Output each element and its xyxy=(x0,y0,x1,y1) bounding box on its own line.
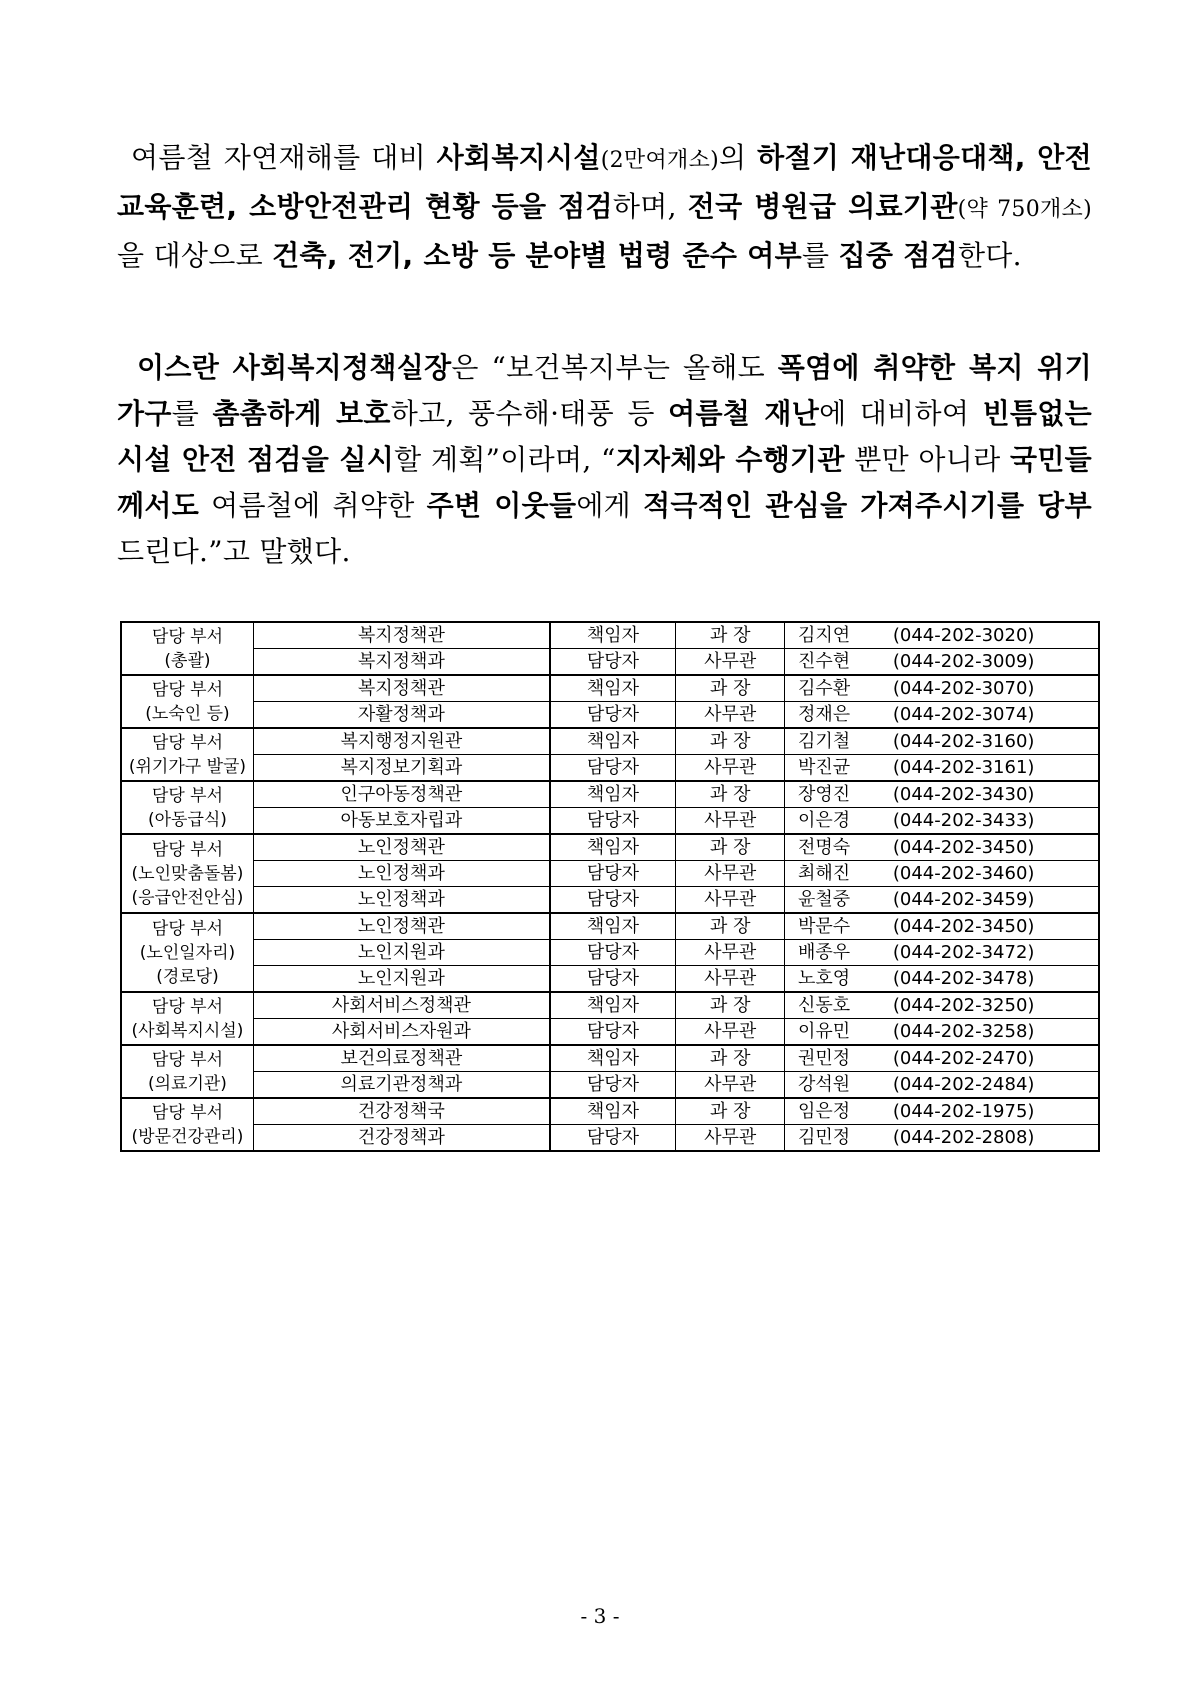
contact-table xyxy=(120,621,1100,1152)
department-label: (노숙인 등) xyxy=(145,703,230,724)
role-cell: 담당자 xyxy=(550,1072,676,1099)
phone-cell: (044-202-3450) xyxy=(863,834,1099,861)
phone-cell: (044-202-3070) xyxy=(863,675,1099,702)
phone-cell: (044-202-3160) xyxy=(863,728,1099,755)
name-cell: 이은경 xyxy=(785,808,863,835)
name-cell: 정재은 xyxy=(785,702,863,729)
emphasis-text: 폭염에 취약한 복지 위기가구 xyxy=(117,351,1092,430)
table-row xyxy=(121,861,1099,887)
department-label: (방문건강관리) xyxy=(131,1126,244,1147)
division-cell: 복지정책관 xyxy=(253,675,549,702)
table-row xyxy=(121,1019,1099,1046)
position-cell: 사무관 xyxy=(676,966,785,993)
body-text: 여름철에 취약한 xyxy=(199,489,427,522)
division-cell: 노인정책과 xyxy=(253,887,549,914)
division-cell: 복지정책과 xyxy=(253,649,549,676)
name-cell: 강석원 xyxy=(785,1072,863,1099)
name-cell: 장영진 xyxy=(785,781,863,808)
page-number: - 3 - xyxy=(580,1604,620,1628)
division-cell: 의료기관정책과 xyxy=(253,1072,549,1099)
position-cell: 과 장 xyxy=(676,781,785,808)
emphasis-text: 이스란 사회복지정책실장 xyxy=(137,351,452,384)
position-cell: 사무관 xyxy=(676,1072,785,1099)
table-row xyxy=(121,808,1099,835)
department-label: 담당 부서 xyxy=(151,732,223,753)
department-cell xyxy=(121,781,253,834)
division-cell: 사회서비스정책관 xyxy=(253,992,549,1019)
phone-cell: (044-202-1975) xyxy=(863,1098,1099,1125)
position-cell: 사무관 xyxy=(676,1019,785,1046)
department-cell xyxy=(121,1045,253,1098)
department-cell xyxy=(121,992,253,1045)
body-text: 를 xyxy=(801,239,839,272)
emphasis-text: 사회복지시설 xyxy=(436,141,601,174)
phone-cell: (044-202-2808) xyxy=(863,1125,1099,1152)
role-cell: 담당자 xyxy=(550,1019,676,1046)
department-label: 담당 부서 xyxy=(151,1049,223,1070)
table-row xyxy=(121,1072,1099,1099)
division-cell: 노인정책과 xyxy=(253,861,549,887)
position-cell: 사무관 xyxy=(676,861,785,887)
role-cell: 책임자 xyxy=(550,1098,676,1125)
name-cell: 노호영 xyxy=(785,966,863,993)
department-label: 담당 부서 xyxy=(151,996,223,1017)
position-cell: 과 장 xyxy=(676,728,785,755)
phone-cell: (044-202-3250) xyxy=(863,992,1099,1019)
table-row xyxy=(121,966,1099,993)
emphasis-text: 국민들께서도 xyxy=(117,443,1093,522)
table-row xyxy=(121,702,1099,729)
phone-cell: (044-202-3472) xyxy=(863,940,1099,966)
phone-cell: (044-202-3433) xyxy=(863,808,1099,835)
name-cell: 이유민 xyxy=(785,1019,863,1046)
body-text: 뿐만 아니라 xyxy=(844,443,1010,476)
phone-cell: (044-202-3430) xyxy=(863,781,1099,808)
role-cell: 담당자 xyxy=(550,1125,676,1152)
body-text: (2만여개소) xyxy=(600,148,720,173)
body-text: 드린다.”고 말했다. xyxy=(117,535,351,568)
department-cell xyxy=(121,622,253,675)
body-text: 하며, xyxy=(612,190,688,223)
emphasis-text: 지자체와 수행기관 xyxy=(615,443,845,476)
division-cell: 복지정책관 xyxy=(253,622,549,649)
phone-cell: (044-202-3009) xyxy=(863,649,1099,676)
department-label: (경로당) xyxy=(156,966,219,987)
table-row xyxy=(121,1098,1099,1125)
role-cell: 담당자 xyxy=(550,861,676,887)
emphasis-text: 주변 이웃들 xyxy=(426,489,577,522)
position-cell: 사무관 xyxy=(676,702,785,729)
table-row xyxy=(121,913,1099,940)
role-cell: 책임자 xyxy=(550,728,676,755)
phone-cell: (044-202-3161) xyxy=(863,755,1099,782)
table-row xyxy=(121,755,1099,782)
phone-cell: (044-202-3460) xyxy=(863,861,1099,887)
position-cell: 과 장 xyxy=(676,622,785,649)
division-cell: 복지행정지원관 xyxy=(253,728,549,755)
role-cell: 담당자 xyxy=(550,755,676,782)
division-cell: 건강정책과 xyxy=(253,1125,549,1152)
role-cell: 책임자 xyxy=(550,1045,676,1072)
table-row xyxy=(121,649,1099,676)
emphasis-text: 전국 병원급 의료기관 xyxy=(687,190,958,223)
position-cell: 사무관 xyxy=(676,808,785,835)
name-cell: 최해진 xyxy=(785,861,863,887)
emphasis-text: 적극적인 관심을 가져주시기를 당부 xyxy=(643,489,1093,522)
division-cell: 보건의료정책관 xyxy=(253,1045,549,1072)
department-label: 담당 부서 xyxy=(151,785,223,806)
role-cell: 책임자 xyxy=(550,992,676,1019)
role-cell: 책임자 xyxy=(550,622,676,649)
position-cell: 사무관 xyxy=(676,649,785,676)
position-cell: 사무관 xyxy=(676,887,785,914)
body-text: 한다. xyxy=(957,239,1022,272)
role-cell: 담당자 xyxy=(550,940,676,966)
position-cell: 과 장 xyxy=(676,1098,785,1125)
role-cell: 담당자 xyxy=(550,808,676,835)
department-label: 담당 부서 xyxy=(151,1102,223,1123)
position-cell: 사무관 xyxy=(676,1125,785,1152)
table-row xyxy=(121,992,1099,1019)
position-cell: 과 장 xyxy=(676,992,785,1019)
table-row xyxy=(121,1045,1099,1072)
name-cell: 김기철 xyxy=(785,728,863,755)
name-cell: 윤철중 xyxy=(785,887,863,914)
department-cell xyxy=(121,728,253,781)
phone-cell: (044-202-3258) xyxy=(863,1019,1099,1046)
division-cell: 사회서비스자원과 xyxy=(253,1019,549,1046)
phone-cell: (044-202-3074) xyxy=(863,702,1099,729)
position-cell: 과 장 xyxy=(676,913,785,940)
department-label: (의료기관) xyxy=(147,1073,227,1094)
role-cell: 책임자 xyxy=(550,834,676,861)
name-cell: 진수현 xyxy=(785,649,863,676)
role-cell: 담당자 xyxy=(550,966,676,993)
division-cell: 노인지원과 xyxy=(253,966,549,993)
division-cell: 자활정책과 xyxy=(253,702,549,729)
paragraph-facility-inspection xyxy=(117,135,1092,279)
body-text: 할 계획”이라며, “ xyxy=(394,443,616,476)
emphasis-text: 집중 점검 xyxy=(838,239,958,272)
body-text: (약 750개소) xyxy=(957,197,1092,222)
paragraph-director-quote xyxy=(117,345,1092,575)
emphasis-text: 촘촘하게 보호 xyxy=(212,397,391,430)
division-cell: 복지정보기획과 xyxy=(253,755,549,782)
table-row xyxy=(121,887,1099,914)
division-cell: 노인지원과 xyxy=(253,940,549,966)
department-label: (응급안전안심) xyxy=(131,887,244,908)
department-label: (노인맞춤돌봄) xyxy=(131,863,244,884)
position-cell: 과 장 xyxy=(676,675,785,702)
name-cell: 김지연 xyxy=(785,622,863,649)
division-cell: 인구아동정책관 xyxy=(253,781,549,808)
division-cell: 건강정책국 xyxy=(253,1098,549,1125)
emphasis-text: 하절기 재난대응대책, 안전교육훈련, 소방안전관리 현황 등을 점검 xyxy=(117,141,1092,223)
body-text: 하고, 풍수해·태풍 등 xyxy=(390,397,669,430)
name-cell: 신동호 xyxy=(785,992,863,1019)
table-row xyxy=(121,728,1099,755)
department-cell xyxy=(121,675,253,728)
emphasis-text: 빈틈없는 시설 안전 점검을 실시 xyxy=(117,397,1092,476)
emphasis-text: 여름철 재난 xyxy=(668,397,820,430)
phone-cell: (044-202-3459) xyxy=(863,887,1099,914)
table-row xyxy=(121,834,1099,861)
phone-cell: (044-202-3450) xyxy=(863,913,1099,940)
department-label: 담당 부서 xyxy=(151,839,223,860)
position-cell: 사무관 xyxy=(676,755,785,782)
department-cell xyxy=(121,913,253,992)
body-text: 을 대상으로 xyxy=(117,239,273,272)
phone-cell: (044-202-3020) xyxy=(863,622,1099,649)
role-cell: 담당자 xyxy=(550,887,676,914)
department-label: (총괄) xyxy=(164,650,211,671)
role-cell: 담당자 xyxy=(550,702,676,729)
department-cell xyxy=(121,1098,253,1151)
name-cell: 권민정 xyxy=(785,1045,863,1072)
position-cell: 과 장 xyxy=(676,1045,785,1072)
department-label: (위기가구 발굴) xyxy=(128,756,247,777)
name-cell: 김수환 xyxy=(785,675,863,702)
body-text: 를 xyxy=(171,397,213,430)
department-label: 담당 부서 xyxy=(151,918,223,939)
role-cell: 책임자 xyxy=(550,675,676,702)
body-text: 은 “보건복지부는 올해도 xyxy=(451,351,778,384)
name-cell: 배종우 xyxy=(785,940,863,966)
emphasis-text: 건축, 전기, 소방 등 분야별 법령 준수 여부 xyxy=(272,239,802,272)
role-cell: 책임자 xyxy=(550,913,676,940)
position-cell: 과 장 xyxy=(676,834,785,861)
department-label: 담당 부서 xyxy=(151,626,223,647)
phone-cell: (044-202-3478) xyxy=(863,966,1099,993)
name-cell: 임은정 xyxy=(785,1098,863,1125)
department-label: (사회복지시설) xyxy=(131,1020,244,1041)
body-text: 여름철 자연재해를 대비 xyxy=(131,141,437,174)
role-cell: 담당자 xyxy=(550,649,676,676)
department-label: (아동급식) xyxy=(147,809,227,830)
division-cell: 아동보호자립과 xyxy=(253,808,549,835)
name-cell: 박진균 xyxy=(785,755,863,782)
table-row xyxy=(121,1125,1099,1152)
phone-cell: (044-202-2484) xyxy=(863,1072,1099,1099)
name-cell: 전명숙 xyxy=(785,834,863,861)
body-text: 에 대비하여 xyxy=(819,397,983,430)
department-cell xyxy=(121,834,253,913)
phone-cell: (044-202-2470) xyxy=(863,1045,1099,1072)
department-label: (노인일자리) xyxy=(139,942,236,963)
table-row xyxy=(121,622,1099,649)
table-row xyxy=(121,781,1099,808)
table-row xyxy=(121,940,1099,966)
department-label: 담당 부서 xyxy=(151,679,223,700)
position-cell: 사무관 xyxy=(676,940,785,966)
table-row xyxy=(121,675,1099,702)
name-cell: 박문수 xyxy=(785,913,863,940)
name-cell: 김민정 xyxy=(785,1125,863,1152)
division-cell: 노인정책관 xyxy=(253,913,549,940)
body-text: 의 xyxy=(719,141,758,174)
division-cell: 노인정책관 xyxy=(253,834,549,861)
role-cell: 책임자 xyxy=(550,781,676,808)
body-text: 에게 xyxy=(576,489,644,522)
